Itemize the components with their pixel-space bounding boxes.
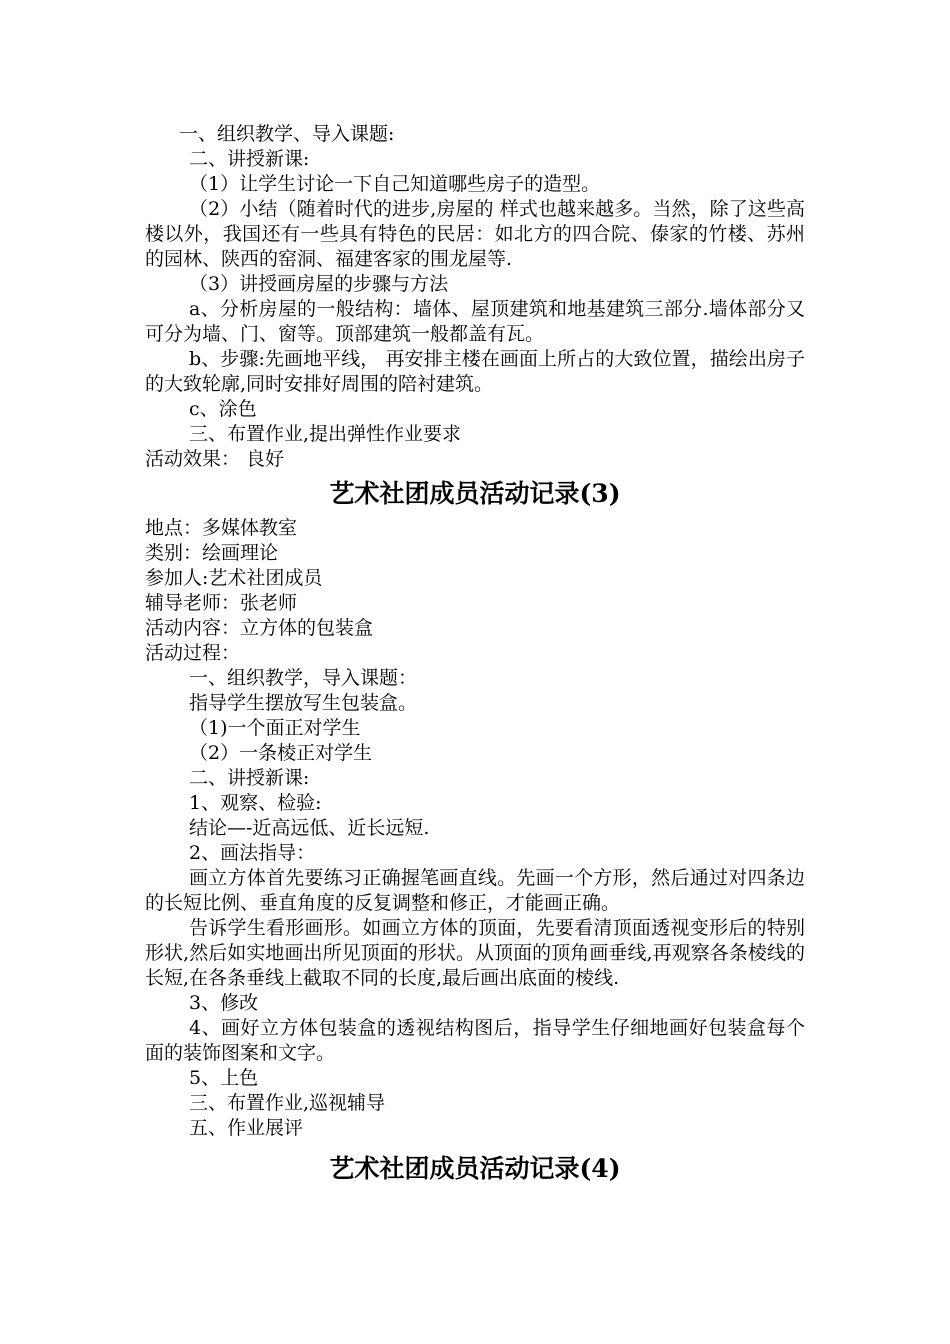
section3-step-intro: 一、组织教学，导入课题： xyxy=(189,667,418,689)
section3-step-showcase: 五、作业展评 xyxy=(189,1117,304,1139)
prev-step-discuss: （1）让学生讨论一下自己知道哪些房子的造型。 xyxy=(189,173,601,195)
prev-structure-paragraph: a、分析房屋的一般结构：墙体、屋顶建筑和地基建筑三部分.墙体部分又可分为墙、门、窗等。顶部建筑一般都盖有瓦。 xyxy=(145,298,805,345)
prev-step-intro: 一、组织教学、导入课题: xyxy=(179,123,395,145)
section3-step-teach: 二、讲授新课: xyxy=(189,767,310,789)
section3-draw-paragraph-2: 告诉学生看形画形。如画立方体的顶面，先要看清顶面透视变形后的特别形状,然后如实地画出所见顶面的形状。从顶面的顶角画垂线,再观察各条棱线的长短,在各条垂线上截取不同的长度,最后画出底面的棱线. xyxy=(145,917,805,989)
section3-title: 艺术社团成员活动记录(3) xyxy=(329,479,621,508)
section3-step-color: 5、上色 xyxy=(189,1067,259,1089)
prev-summary-paragraph: （2）小结（随着时代的进步,房屋的 样式也越来越多。当然，除了这些高楼以外，我国还有一些具有特色的民居：如北方的四合院、傣家的竹楼、苏州的园林、陕西的窑洞、福建客家的围龙屋等. xyxy=(145,198,805,270)
section3-draw-paragraph-1: 画立方体首先要练习正确握笔画直线。先画一个方形，然后通过对四条边的长短比例、垂直角度的反复调整和修正，才能画正确。 xyxy=(145,867,805,914)
section3-step-arrange: 指导学生摆放写生包装盒。 xyxy=(189,692,418,714)
prev-steps-title: （3）讲授画房屋的步骤与方法 xyxy=(189,273,449,295)
section3-decorate-paragraph: 4、画好立方体包装盒的透视结构图后，指导学生仔细地画好包装盒每个面的装饰图案和文字。 xyxy=(145,1017,805,1064)
prev-step-teach: 二、讲授新课: xyxy=(189,148,310,170)
section3-teacher: 辅导老师：张老师 xyxy=(145,592,298,614)
section3-step-observe: 1、观察、检验: xyxy=(189,792,322,814)
prev-procedure-paragraph: b、步骤:先画地平线， 再安排主楼在画面上所占的大致位置，描绘出房子的大致轮廓,同时安排好周围的陪衬建筑。 xyxy=(145,348,805,395)
prev-coloring-line: c、涂色 xyxy=(189,398,257,420)
section3-process-label: 活动过程： xyxy=(145,642,241,664)
section3-step-conclusion: 结论—-近高远低、近长远短. xyxy=(189,817,430,839)
section3-step-method: 2、画法指导： xyxy=(189,842,316,864)
section3-step-homework: 三、布置作业,巡视辅导 xyxy=(189,1092,386,1114)
section4-title: 艺术社团成员活动记录(4) xyxy=(329,1154,621,1183)
prev-homework-line: 三、布置作业,提出弹性作业要求 xyxy=(189,423,462,445)
section3-category: 类别：绘画理论 xyxy=(145,542,279,564)
section3-location: 地点：多媒体教室 xyxy=(145,517,298,539)
section3-participants: 参加人:艺术社团成员 xyxy=(145,567,323,589)
prev-effect-line: 活动效果： 良好 xyxy=(145,448,285,470)
section3-step-face: （1)一个面正对学生 xyxy=(189,717,361,739)
document-page xyxy=(145,122,805,1191)
section3-content: 活动内容：立方体的包装盒 xyxy=(145,617,374,639)
section3-step-modify: 3、修改 xyxy=(189,992,259,1014)
section3-step-edge: （2）一条棱正对学生 xyxy=(189,742,373,764)
